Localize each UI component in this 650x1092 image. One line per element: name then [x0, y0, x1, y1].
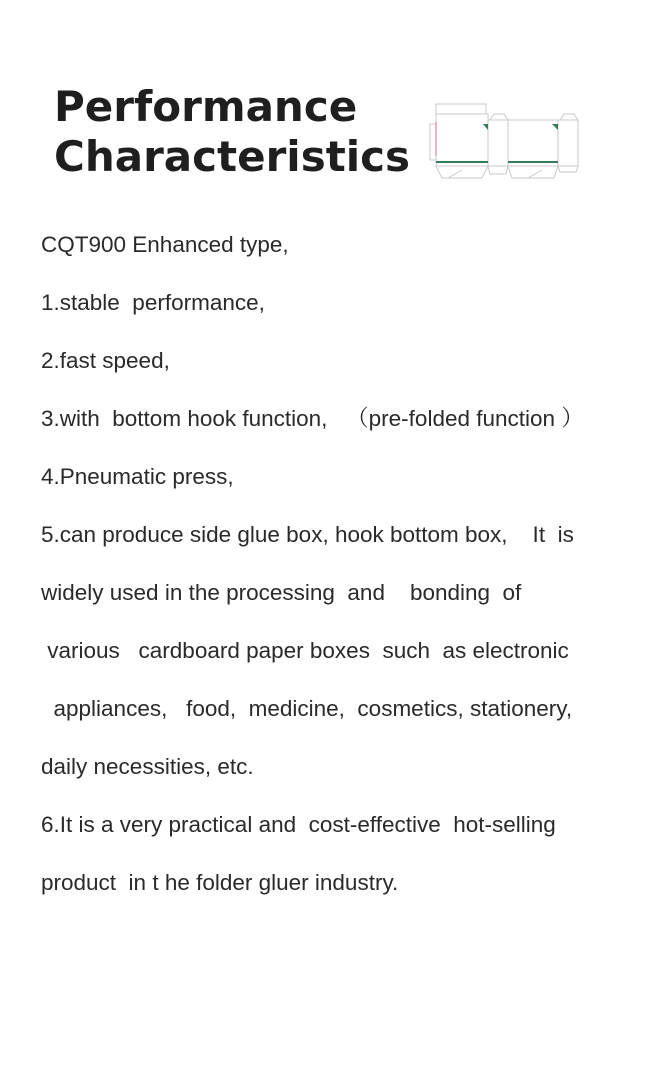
title-line-1: Performance [54, 82, 358, 131]
text-line: 3.with bottom hook function, （pre-folded function ） [41, 406, 584, 431]
text-line: 1.stable performance, [41, 290, 265, 315]
text-line: appliances, food, medicine, cosmetics, stationery, [41, 696, 573, 721]
features-text [41, 216, 641, 912]
page-title [54, 82, 414, 182]
text-line: 2.fast speed, [41, 348, 170, 373]
text-line: 4.Pneumatic press, [41, 464, 234, 489]
text-line: 6.It is a very practical and cost-effective hot-selling [41, 812, 556, 837]
text-line: widely used in the processing and bonding of [41, 580, 522, 605]
text-line: various cardboard paper boxes such as electronic [41, 638, 569, 663]
box-dieline-icon [428, 100, 584, 184]
text-line: daily necessities, etc. [41, 754, 254, 779]
title-line-2: Characteristics [54, 132, 411, 181]
text-line: 5.can produce side glue box, hook bottom box, It is [41, 522, 574, 547]
text-line: CQT900 Enhanced type, [41, 232, 289, 257]
text-line: product in t he folder gluer industry. [41, 870, 399, 895]
